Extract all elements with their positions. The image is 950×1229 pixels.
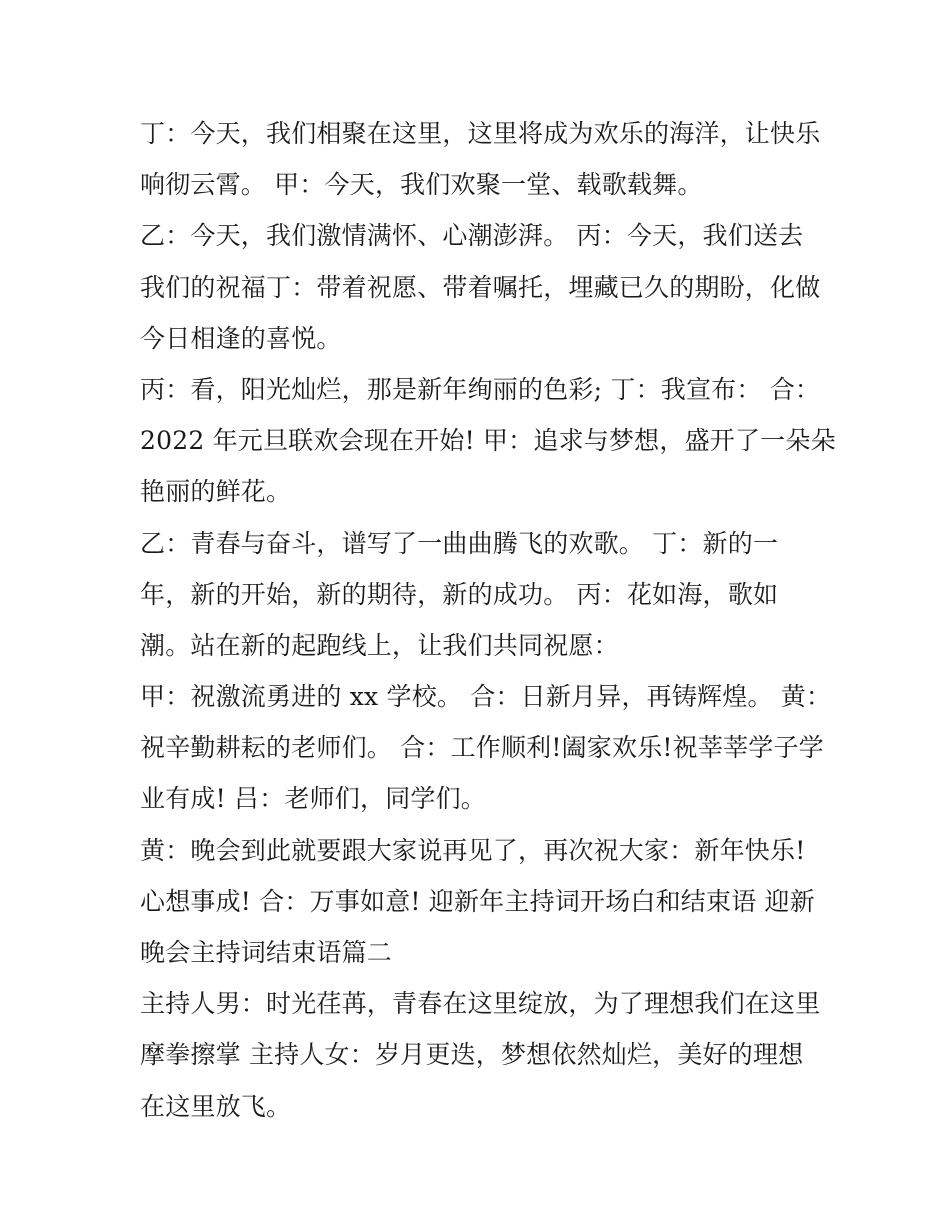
paragraph	[140, 671, 830, 825]
text-line: 艳丽的鲜花。	[140, 477, 292, 507]
text-line: 潮。站在新的起跑线上，让我们共同祝愿：	[140, 630, 619, 660]
text-line: 我们的祝福丁：带着祝愿、带着嘱托，埋藏已久的期盼，化做	[140, 272, 821, 302]
text-line: 今日相逢的喜悦。	[140, 323, 342, 353]
text-line: 黄：晚会到此就要跟大家说再见了，再次祝大家：新年快乐!	[140, 835, 806, 865]
text-line: 祝辛勤耕耘的老师们。 合：工作顺利!阖家欢乐!祝莘莘学子学	[140, 733, 824, 763]
text-line: 年，新的开始，新的期待，新的成功。 丙：花如海，歌如	[140, 579, 779, 609]
paragraph	[140, 978, 830, 1132]
text-line: 心想事成! 合：万事如意! 迎新年主持词开场白和结束语 迎新	[140, 886, 815, 916]
text-line: 乙：青春与奋斗，谱写了一曲曲腾飞的欢歌。 丁：新的一	[140, 528, 779, 558]
text-line: 乙：今天，我们激情满怀、心潮澎湃。 丙：今天，我们送去	[140, 221, 804, 251]
paragraph	[140, 825, 830, 979]
text-line: 摩拳擦掌 主持人女：岁月更迭，梦想依然灿烂，美好的理想	[140, 1040, 804, 1070]
text-line: 主持人男：时光荏苒，青春在这里绽放，为了理想我们在这里	[140, 989, 821, 1019]
paragraph	[140, 210, 830, 364]
text-line: 晚会主持词结束语篇二	[140, 938, 393, 967]
text-line: 丁：今天，我们相聚在这里，这里将成为欢乐的海洋，让快乐	[140, 119, 821, 148]
paragraph	[140, 108, 830, 210]
text-line: 响彻云霄。 甲：今天，我们欢聚一堂、载歌载舞。	[140, 170, 703, 200]
text-line: 2022 年元旦联欢会现在开始! 甲：追求与梦想，盛开了一朵朵	[140, 426, 836, 456]
text-line: 在这里放飞。	[140, 1091, 292, 1121]
text-line: 业有成! 吕：老师们，同学们。	[140, 784, 486, 814]
paragraph	[140, 364, 836, 518]
text-line: 丙：看，阳光灿烂，那是新年绚丽的色彩; 丁：我宣布： 合：	[140, 374, 821, 404]
text-line: 甲：祝激流勇进的 xx 学校。 合：日新月异，再铸辉煌。 黄：	[140, 682, 832, 712]
document-body	[140, 108, 836, 1132]
paragraph	[140, 518, 830, 672]
